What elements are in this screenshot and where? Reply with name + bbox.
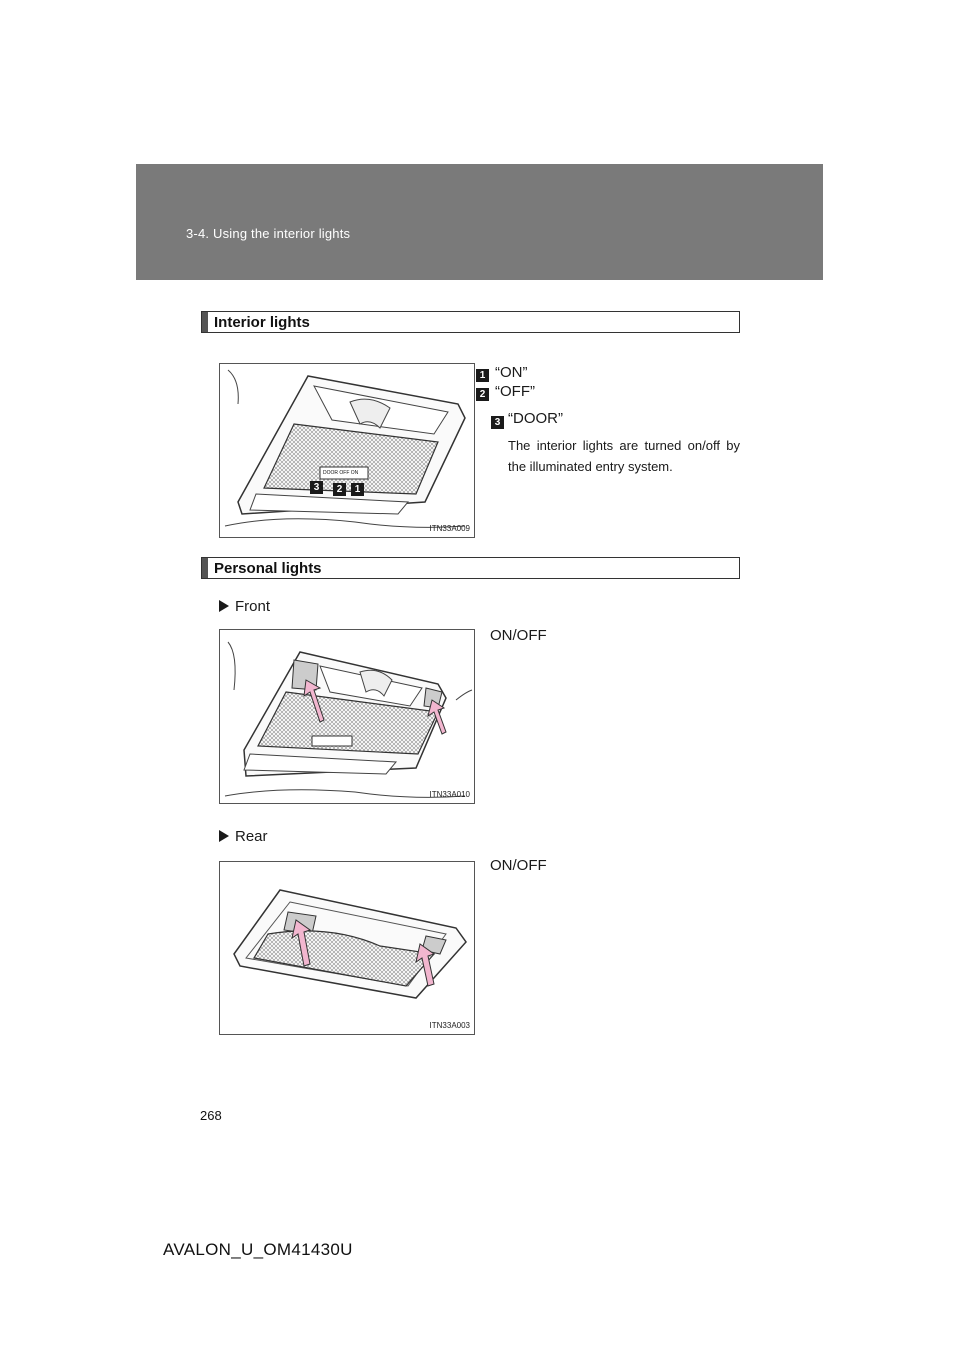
rear-personal-lights-figure [219, 861, 475, 1035]
interior-description: The interior lights are turned on/off by the illuminated entry system. [508, 438, 740, 474]
rear-console-illustration [220, 862, 475, 1035]
front-subhead [219, 598, 270, 615]
item-badge-3: 3 [491, 416, 504, 429]
figure-badge-1: 1 [351, 483, 364, 496]
section-title: 3-4. Using the interior lights [186, 226, 351, 241]
document-code: AVALON_U_OM41430U [163, 1240, 353, 1259]
front-label: Front [235, 598, 271, 615]
interior-lights-figure [219, 363, 475, 538]
triangle-bullet-icon [219, 600, 229, 612]
figure-code: ITN33A010 [429, 790, 470, 799]
rear-label: Rear [235, 828, 268, 845]
front-personal-lights-figure [219, 629, 475, 804]
figure-badge-2: 2 [333, 483, 346, 496]
rear-action: ON/OFF [490, 857, 547, 874]
figure-badge-3: 3 [310, 481, 323, 494]
interior-lights-heading [201, 311, 740, 333]
front-console-illustration [220, 630, 475, 804]
item-on: “ON” [495, 364, 528, 381]
switch-label: DOOR OFF ON [323, 470, 359, 476]
personal-lights-title: Personal lights [214, 560, 322, 577]
page-number: 268 [200, 1108, 222, 1123]
figure-code: ITN33A009 [429, 524, 470, 533]
item-door: “DOOR” [508, 410, 563, 427]
overhead-console-illustration [220, 364, 475, 538]
heading-bar [202, 312, 208, 332]
figure-code: ITN33A003 [429, 1021, 470, 1030]
front-action: ON/OFF [490, 627, 547, 644]
personal-lights-heading [201, 557, 740, 579]
heading-bar [202, 558, 208, 578]
rear-subhead [219, 828, 268, 845]
item-off: “OFF” [495, 383, 535, 400]
item-badge-1: 1 [476, 369, 489, 382]
triangle-bullet-icon [219, 830, 229, 842]
item-badge-2: 2 [476, 388, 489, 401]
header-band [136, 164, 823, 280]
interior-lights-title: Interior lights [214, 314, 310, 331]
